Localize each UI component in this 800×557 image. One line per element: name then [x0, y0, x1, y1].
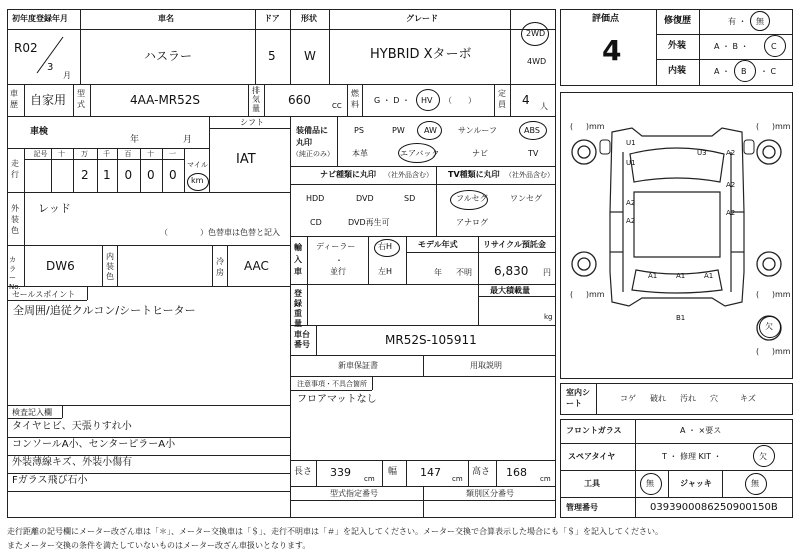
- diagram-label: A1: [676, 272, 686, 280]
- tv-item: アナログ: [456, 218, 488, 227]
- capacity-unit: 人: [540, 102, 548, 111]
- mgmt-label: 管理番号: [566, 503, 598, 512]
- interior-color-label: 内装色: [106, 252, 114, 281]
- equipment-item: TV: [528, 149, 539, 158]
- digit-header: 一: [169, 150, 176, 158]
- grid-line: [184, 148, 185, 192]
- navi-item: SD: [404, 194, 416, 203]
- capacity-label: 定員: [498, 89, 506, 109]
- fuel-options: G ・ D ・: [374, 96, 410, 105]
- interior-seat-box: [560, 383, 793, 415]
- model-label: 型式: [77, 89, 85, 109]
- tv-item: フルセグ: [456, 194, 488, 203]
- inspection-month-unit: 月: [183, 135, 193, 145]
- equipment-item: PW: [392, 126, 405, 135]
- grid-line: [7, 437, 290, 438]
- door-label: ドア: [264, 14, 280, 23]
- interior-sel: B: [741, 67, 747, 76]
- score-label: 評価点: [592, 14, 620, 24]
- grid-line: [7, 491, 290, 492]
- height-value: 168: [506, 466, 527, 479]
- svg-text:( )mm: ( )mm: [756, 122, 791, 131]
- diagram-label: A1: [648, 272, 658, 280]
- recycle-unit: 円: [543, 268, 551, 277]
- capacity-value: 4: [522, 93, 530, 107]
- interior-label: 内装: [668, 66, 687, 76]
- diagram-missing: 欠: [765, 322, 773, 331]
- equipment-item: ABS: [524, 126, 540, 135]
- width-label: 幅: [388, 467, 398, 477]
- height-unit: cm: [540, 475, 551, 483]
- glass-label: フロントガラス: [566, 426, 622, 435]
- mileage-digit: 0: [169, 168, 177, 182]
- mileage-label: 走行: [11, 159, 19, 179]
- digit-header: 十: [58, 150, 65, 158]
- width-value: 147: [420, 466, 441, 479]
- diagram-label: A2: [626, 217, 636, 225]
- interior-a: A ・: [714, 67, 731, 76]
- sales-point-text: 全周囲/追従クルコン/シートヒーター: [13, 304, 196, 317]
- seat-item: 破れ: [650, 394, 666, 403]
- model-year-label: モデル年式: [418, 240, 458, 249]
- spare-sel: 欠: [759, 452, 767, 461]
- navi-item: DVD: [356, 194, 374, 203]
- recycle-value: 6,830: [494, 264, 529, 278]
- glass-text: A ・ ×要ス: [680, 426, 722, 435]
- navi-item: DVD再生可: [348, 218, 390, 227]
- navi-item: CD: [310, 218, 322, 227]
- first-reg-label: 初年度登録年月: [12, 14, 68, 23]
- import-label: 輸入車: [294, 243, 302, 276]
- tools-label: 工具: [584, 479, 600, 488]
- equipment-item: サンルーフ: [458, 126, 497, 135]
- abs-circle: [519, 121, 547, 140]
- warranty-label: 新車保証書: [338, 361, 378, 370]
- first-reg-era: R02: [14, 41, 38, 55]
- model-value: 4AA-MR52S: [130, 93, 201, 107]
- shift-label: シフト: [240, 118, 264, 127]
- interior-c: ・ C: [760, 67, 777, 76]
- car-name-label: 車名: [158, 14, 174, 23]
- diagram-label: B1: [676, 314, 686, 322]
- spare-text: T ・ 修理 KIT ・: [662, 452, 722, 461]
- airbag-circle: [398, 143, 436, 163]
- model-year-value: 不明: [456, 268, 472, 277]
- dealer-dot: ・: [335, 256, 343, 265]
- color-no-label: カラーNo.: [9, 256, 21, 291]
- inspector-line: コンソールA小、センターピラーA小: [12, 439, 176, 450]
- grid-line: [140, 148, 141, 192]
- equipment-item: 本革: [352, 149, 368, 158]
- seat-item: コゲ: [620, 394, 636, 403]
- category-label: 車歴: [10, 89, 18, 109]
- manual-label: 用取説明: [470, 361, 502, 370]
- diagram-label: A2: [726, 149, 736, 157]
- equipment-item: AW: [424, 126, 437, 135]
- notes-label: 注意事項・不具合箇所: [297, 380, 367, 388]
- designation-label-2: 類別区分番号: [466, 489, 514, 498]
- digit-header: 記号: [33, 150, 48, 158]
- equipment-item: ナビ: [472, 149, 488, 158]
- mileage-digit: 0: [147, 168, 155, 182]
- diagram-label: A2: [726, 181, 736, 189]
- spare-label: スペアタイヤ: [568, 452, 616, 461]
- shape-value: W: [304, 49, 316, 63]
- svg-text:( )mm: ( )mm: [756, 347, 791, 356]
- cc-unit: CC: [332, 102, 342, 110]
- tools-sel: 無: [646, 479, 654, 488]
- grade-label: グレード: [406, 14, 438, 23]
- repair-yes: 有 ・: [728, 17, 747, 26]
- sales-point-label: セールスポイント: [12, 290, 76, 299]
- drive-4wd: 4WD: [527, 57, 547, 66]
- tv-item: ワンセグ: [510, 194, 542, 203]
- color-no-value: DW6: [46, 259, 75, 273]
- svg-text:( )mm: ( )mm: [570, 290, 605, 299]
- height-label: 高さ: [472, 467, 491, 477]
- fullseg-circle: [450, 190, 488, 210]
- svg-text:( )mm: ( )mm: [570, 122, 605, 131]
- digit-header: 十: [147, 150, 154, 158]
- mgmt-value: 0393900086250900150B: [650, 502, 778, 513]
- exterior-label: 外装: [668, 41, 687, 51]
- fuel-selected: HV: [421, 96, 433, 105]
- interior-seat-label: 室内シート: [566, 388, 590, 408]
- length-label: 長さ: [294, 467, 313, 477]
- right-h-label: 右H: [378, 242, 393, 251]
- svg-text:( )mm: ( )mm: [756, 290, 791, 299]
- kg-unit: kg: [544, 313, 553, 321]
- grid-line: [117, 148, 118, 192]
- jack-sel: 無: [751, 479, 759, 488]
- car-diagram: [560, 92, 793, 379]
- designation-label-1: 型式指定番号: [330, 489, 378, 498]
- door-value: 5: [268, 49, 276, 63]
- width-unit: cm: [452, 475, 463, 483]
- seat-item: キズ: [740, 394, 756, 403]
- chassis-value: MR52S-105911: [385, 333, 477, 347]
- weight-label: 登録重量: [294, 289, 302, 328]
- first-reg-month: 3: [47, 62, 54, 73]
- navi-header: ナビ種類に丸印: [320, 170, 376, 179]
- diagram-label: U1: [626, 159, 636, 167]
- km-label: km: [191, 176, 204, 185]
- inspector-line: 外装薄線キズ、外装小傷有: [12, 457, 133, 468]
- aw-circle: [417, 121, 442, 140]
- seat-item: 穴: [710, 394, 718, 403]
- jack-label: ジャッキ: [680, 479, 712, 488]
- tv-header: TV種類に丸印: [448, 170, 500, 179]
- digit-header: 百: [124, 150, 132, 158]
- digit-header: 万: [81, 150, 88, 158]
- tv-sub: （社外品含む）: [505, 171, 554, 179]
- repair-label: 修復歴: [664, 16, 692, 26]
- model-year-unit: 年: [434, 268, 442, 277]
- inspection-year-unit: 年: [130, 135, 140, 145]
- color-value: レッド: [38, 202, 71, 215]
- repair-no: 無: [756, 17, 764, 26]
- mile-label: マイル: [187, 161, 208, 169]
- left-h-label: 左H: [378, 267, 393, 276]
- displacement-value: 660: [288, 93, 311, 107]
- mileage-digit: 1: [103, 168, 111, 182]
- diagram-label: A1: [704, 272, 714, 280]
- fuel-other: （ ）: [444, 96, 476, 105]
- equipment-sublabel: （純正のみ）: [292, 150, 334, 158]
- equipment-item: エアバック: [400, 149, 440, 158]
- diagram-label: U1: [626, 139, 636, 147]
- footer-line-2: またメーター交換の条件を満たしていないものはメーター改ざん車扱いとなります。: [7, 541, 311, 550]
- car-name: ハスラー: [144, 49, 193, 63]
- chassis-label: 車台番号: [294, 330, 310, 349]
- inspection-label: 車検: [30, 127, 49, 137]
- diagram-label: A2: [626, 199, 636, 207]
- grid-line: [7, 473, 290, 474]
- length-unit: cm: [364, 475, 375, 483]
- score-value: 4: [602, 34, 622, 67]
- digit-header: 千: [103, 150, 110, 158]
- grade-value: HYBRID Xターボ: [370, 47, 472, 62]
- drive-2wd: 2WD: [526, 29, 546, 38]
- navi-item: HDD: [306, 194, 325, 203]
- mileage-digit: 0: [124, 168, 133, 182]
- ac-label: 冷房: [216, 257, 224, 277]
- footer-line-1: 走行距離の記号欄にメーター改ざん車は「＊」、メーター交換車は「＄」、走行不明車は「＃」を記入してください。メーター交換で合算表示した場合にも「＄」を記入してください。: [7, 527, 663, 536]
- grid-line: [51, 148, 52, 192]
- equipment-item: PS: [354, 126, 364, 135]
- displacement-label: 排気量: [252, 86, 260, 113]
- dealer-label: ディーラー: [316, 242, 356, 251]
- grid-line: [97, 148, 98, 192]
- grid-line: [162, 148, 163, 192]
- shape-label: 形状: [301, 14, 317, 23]
- max-load-label: 最大積載量: [490, 286, 530, 295]
- length-value: 339: [330, 466, 351, 479]
- inspector-line: タイヤヒビ、天張りすれ小: [12, 421, 132, 432]
- month-unit: 月: [63, 71, 71, 80]
- grid-line: [7, 455, 290, 456]
- mileage-digit: 2: [81, 168, 89, 182]
- notes-text: フロアマットなし: [297, 394, 377, 405]
- ac-value: AAC: [244, 259, 269, 273]
- fuel-label: 燃料: [351, 89, 359, 109]
- grid-line: [73, 148, 74, 192]
- diagram-label: A2: [726, 209, 736, 217]
- parallel-label: 並行: [330, 267, 346, 276]
- exterior-sel: C: [771, 42, 777, 51]
- repaint-note: （ ）色替車は色替と記入: [160, 228, 280, 237]
- recycle-label: リサイクル預託金: [483, 240, 546, 249]
- inspector-label: 検査記入欄: [12, 408, 52, 417]
- seat-item: 汚れ: [680, 394, 696, 403]
- diagram-label: U3: [697, 149, 707, 157]
- category-value: 自家用: [30, 93, 67, 107]
- exterior-opts: A ・ B ・: [714, 42, 749, 51]
- navi-sub: （社外品含む）: [384, 171, 433, 179]
- color-label: 外装色: [11, 204, 19, 235]
- inspector-line: Fガラス飛び石小: [12, 475, 88, 486]
- equipment-label: 装備品に丸印: [296, 126, 328, 147]
- shift-value: IAT: [236, 152, 256, 167]
